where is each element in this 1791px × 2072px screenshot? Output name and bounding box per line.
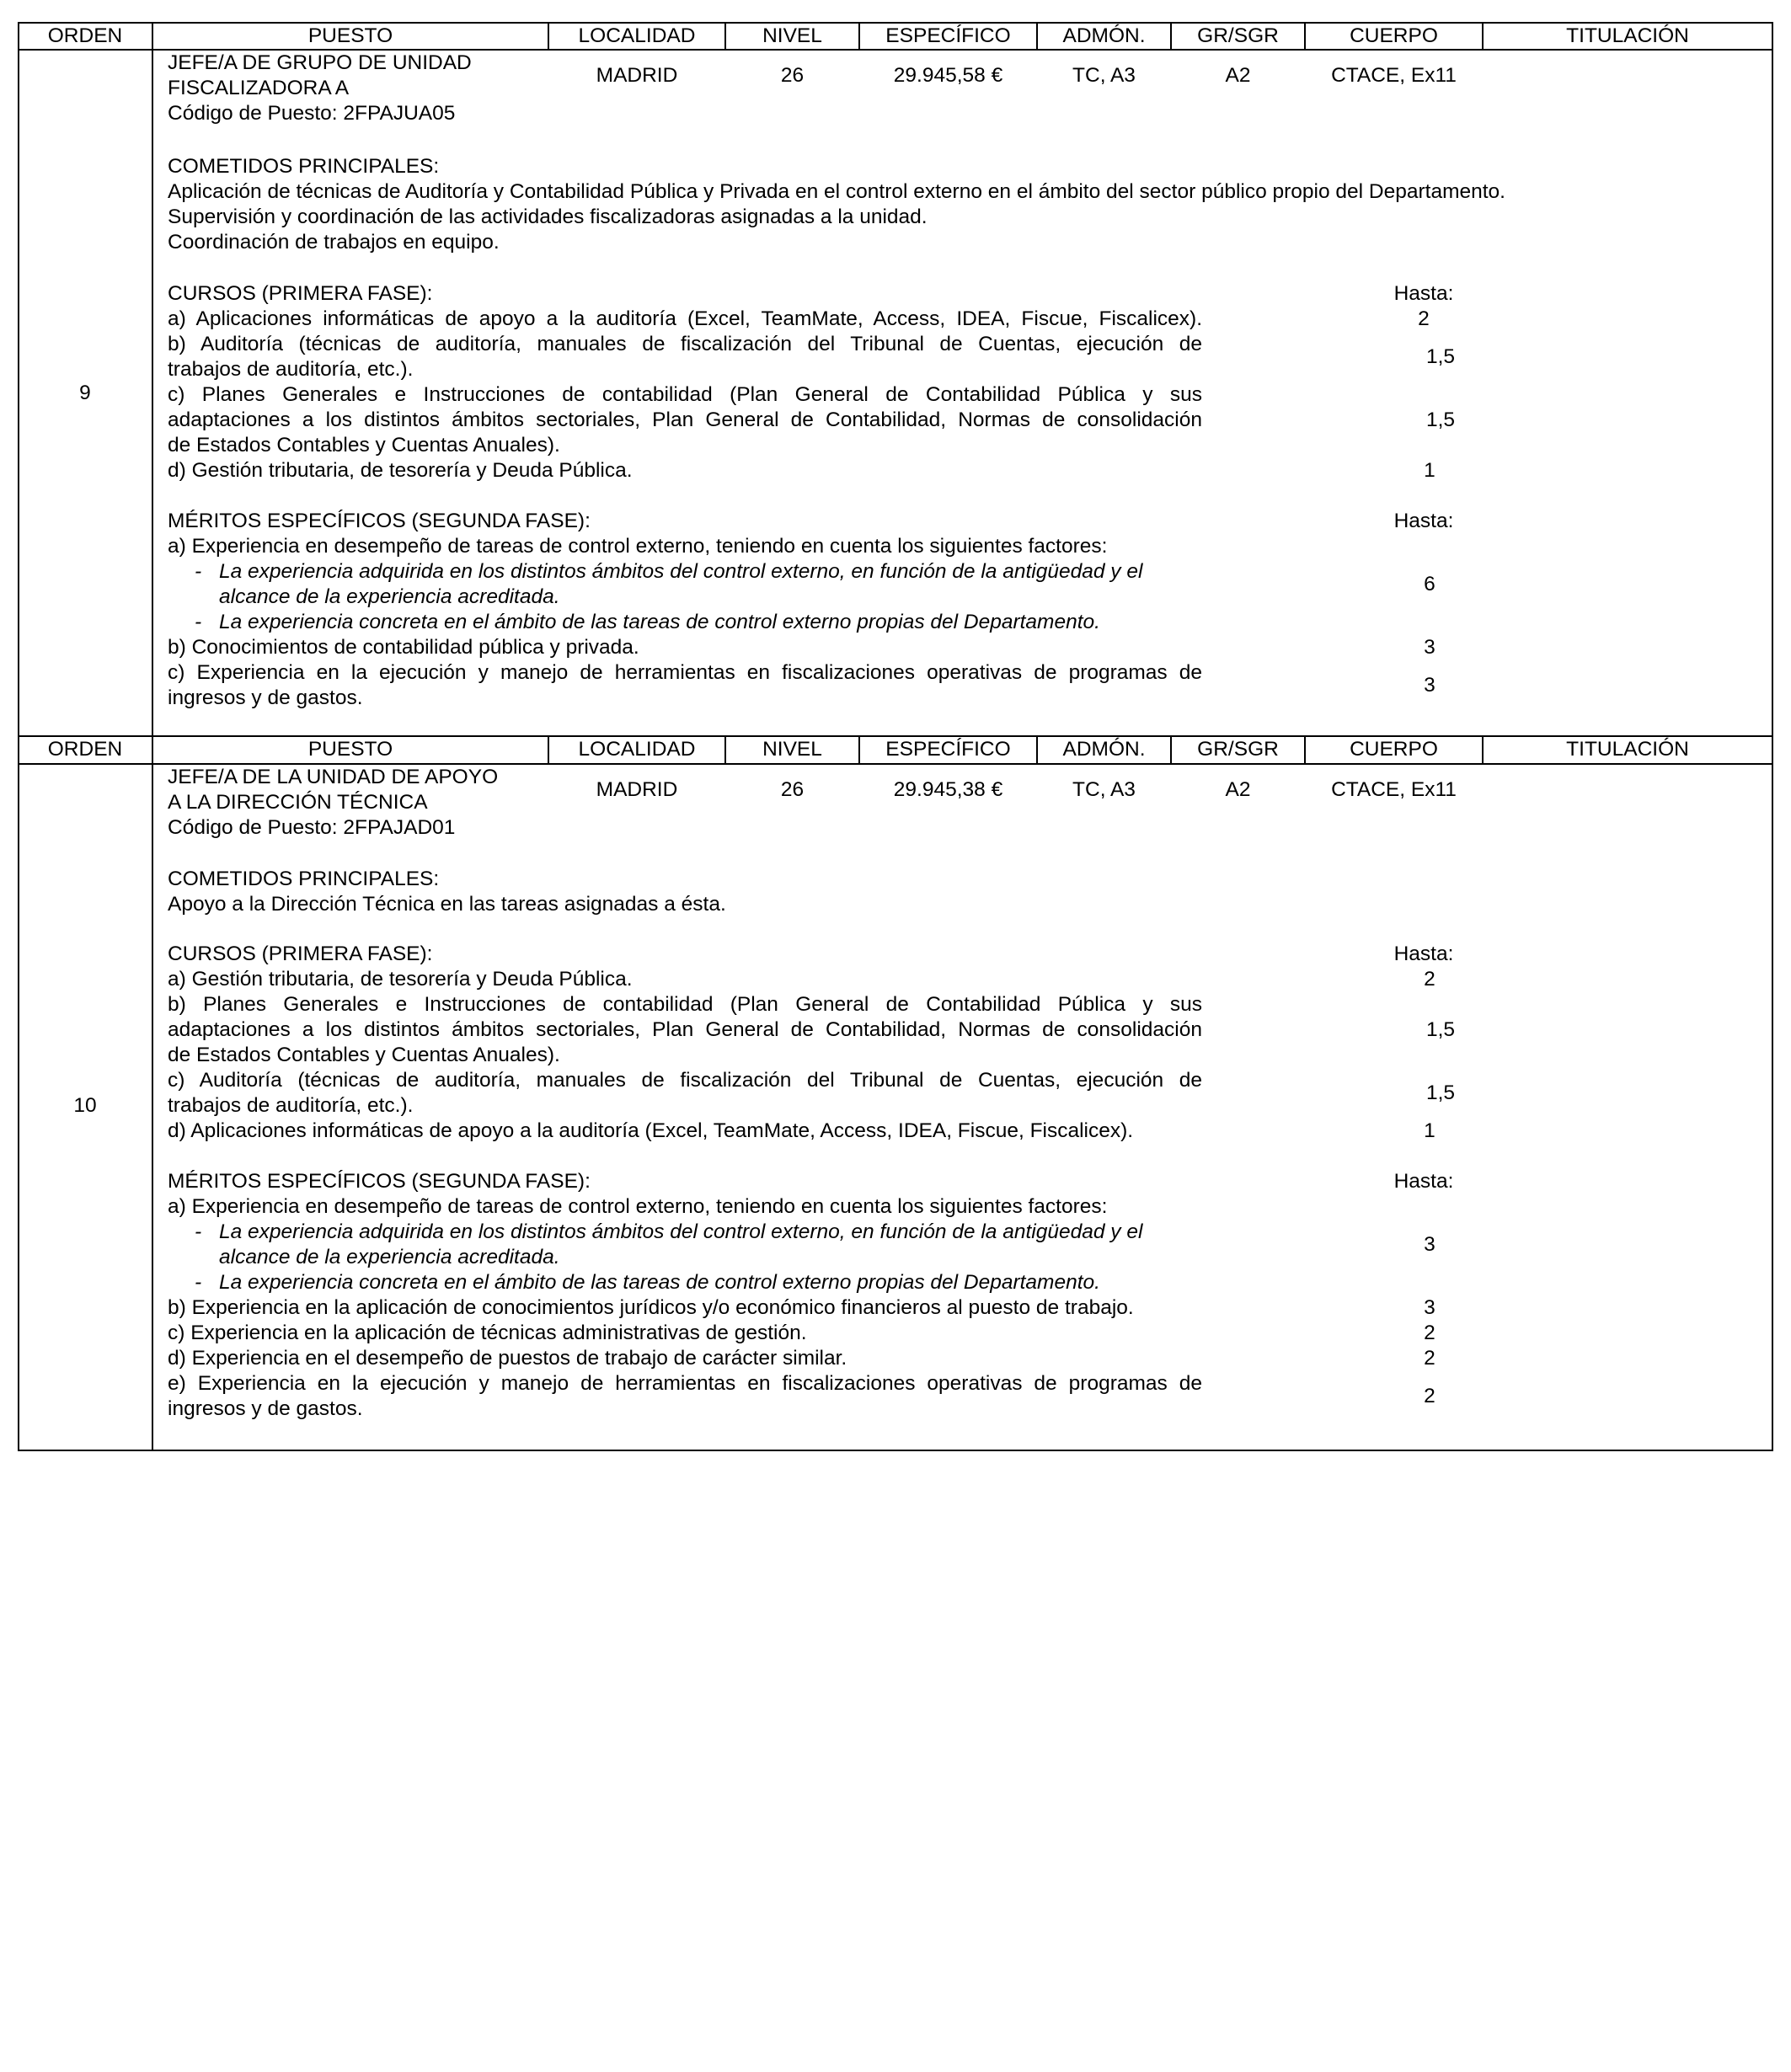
- header-localidad: LOCALIDAD: [578, 24, 696, 47]
- merito-item: c) Experiencia en la aplicación de técnicas administrativas de gestión.: [168, 1322, 807, 1344]
- merito-item: a) Experiencia en desempeño de tareas de control externo, teniendo en cuenta los siguientes factores:: [168, 1195, 1108, 1218]
- header-gr-sgr: GR/SGR: [1197, 738, 1279, 761]
- merito-item: d) Experiencia en el desempeño de puestos de trabajo de carácter similar.: [168, 1347, 847, 1370]
- orden-number: 10: [73, 1094, 97, 1117]
- gr-sgr-value: A2: [1225, 778, 1251, 801]
- header-nivel: NIVEL: [762, 738, 822, 761]
- curso-item: c) Auditoría (técnicas de auditoría, manuales de fiscalización del Tribunal de Cuentas, ejecución de: [168, 1069, 1202, 1092]
- merito-subitem: alcance de la experiencia acreditada.: [219, 1246, 560, 1268]
- cursos-heading: CURSOS (PRIMERA FASE):: [168, 282, 433, 305]
- puesto-title: FISCALIZADORA A: [168, 77, 350, 99]
- merito-points: 2: [1424, 1322, 1435, 1344]
- cometido-item: Aplicación de técnicas de Auditoría y Contabilidad Pública y Privada en el control externo en el ámbito del sector público propio del Departamento.: [168, 180, 1505, 203]
- header-puesto: PUESTO: [307, 738, 393, 761]
- header-puesto: PUESTO: [307, 24, 393, 47]
- curso-item: de Estados Contables y Cuentas Anuales).: [168, 434, 560, 457]
- header-titulacion: TITULACIÓN: [1566, 738, 1689, 761]
- nivel-value: 26: [780, 64, 805, 87]
- merito-item: c) Experiencia en la ejecución y manejo de herramientas en fiscalizaciones operativas de programas de: [168, 661, 1202, 684]
- curso-points: 1,5: [1425, 345, 1456, 368]
- codigo-puesto: Código de Puesto: 2FPAJAD01: [168, 816, 456, 839]
- curso-points: 2: [1424, 968, 1435, 991]
- merito-points: 3: [1424, 636, 1435, 659]
- merito-subitem: La experiencia adquirida en los distintos ámbitos del control externo, en función de la antigüedad y el: [219, 560, 1143, 583]
- merito-subitem: La experiencia concreta en el ámbito de las tareas de control externo propias del Departamento.: [219, 611, 1100, 633]
- merito-item: b) Experiencia en la aplicación de conocimientos jurídicos y/o económico financieros al puesto de trabajo.: [168, 1296, 1134, 1319]
- orden-number: 9: [79, 382, 91, 404]
- hasta-label: Hasta:: [1393, 1170, 1454, 1193]
- curso-points: 1,5: [1425, 1081, 1456, 1104]
- curso-item: d) Gestión tributaria, de tesorería y Deuda Pública.: [168, 459, 633, 482]
- merito-bullet: -: [195, 611, 202, 633]
- cometido-item: Coordinación de trabajos en equipo.: [168, 231, 500, 254]
- curso-item: adaptaciones a los distintos ámbitos sectoriales, Plan General de Contabilidad, Normas de consolidación: [168, 1018, 1202, 1041]
- header-especifico: ESPECÍFICO: [885, 738, 1011, 761]
- header-titulacion: TITULACIÓN: [1566, 24, 1689, 47]
- header-especifico: ESPECÍFICO: [885, 24, 1011, 47]
- merito-points: 3: [1424, 1233, 1435, 1256]
- localidad-value: MADRID: [596, 778, 678, 801]
- curso-points: 2: [1418, 307, 1430, 330]
- curso-item: d) Aplicaciones informáticas de apoyo a la auditoría (Excel, TeamMate, Access, IDEA, Fiscue, Fiscalicex).: [168, 1119, 1134, 1142]
- cuerpo-value: CTACE, Ex11: [1331, 64, 1457, 87]
- curso-points: 1: [1424, 459, 1435, 482]
- curso-item: b) Planes Generales e Instrucciones de contabilidad (Plan General de Contabilidad Pública y sus: [168, 993, 1202, 1016]
- merito-points: 3: [1424, 674, 1435, 697]
- merito-points: 6: [1424, 573, 1435, 595]
- curso-item: a) Gestión tributaria, de tesorería y Deuda Pública.: [168, 968, 633, 991]
- merito-item: a) Experiencia en desempeño de tareas de control externo, teniendo en cuenta los siguientes factores:: [168, 535, 1108, 558]
- cometidos-heading: COMETIDOS PRINCIPALES:: [168, 868, 440, 890]
- cometido-item: Apoyo a la Dirección Técnica en las tareas asignadas a ésta.: [168, 893, 726, 916]
- cursos-heading: CURSOS (PRIMERA FASE):: [168, 943, 433, 965]
- header-cuerpo: CUERPO: [1350, 24, 1438, 47]
- curso-item: trabajos de auditoría, etc.).: [168, 358, 414, 381]
- hasta-label: Hasta:: [1393, 510, 1454, 532]
- merito-points: 2: [1424, 1347, 1435, 1370]
- meritos-heading: MÉRITOS ESPECÍFICOS (SEGUNDA FASE):: [168, 1170, 591, 1193]
- curso-item: b) Auditoría (técnicas de auditoría, manuales de fiscalización del Tribunal de Cuentas, ejecución de: [168, 333, 1202, 355]
- curso-item: c) Planes Generales e Instrucciones de contabilidad (Plan General de Contabilidad Pública y sus: [168, 383, 1202, 406]
- nivel-value: 26: [780, 778, 805, 801]
- merito-bullet: -: [195, 560, 202, 583]
- merito-subitem: La experiencia concreta en el ámbito de las tareas de control externo propias del Departamento.: [219, 1271, 1100, 1294]
- merito-subitem: alcance de la experiencia acreditada.: [219, 585, 560, 608]
- admon-value: TC, A3: [1072, 778, 1136, 801]
- puesto-title: JEFE/A DE GRUPO DE UNIDAD: [168, 51, 472, 74]
- header-cuerpo: CUERPO: [1350, 738, 1438, 761]
- curso-item: adaptaciones a los distintos ámbitos sectoriales, Plan General de Contabilidad, Normas de consolidación: [168, 409, 1202, 431]
- merito-item: e) Experiencia en la ejecución y manejo de herramientas en fiscalizaciones operativas de programas de: [168, 1372, 1202, 1395]
- admon-value: TC, A3: [1072, 64, 1136, 87]
- header-admon: ADMÓN.: [1062, 24, 1146, 47]
- header-gr-sgr: GR/SGR: [1197, 24, 1279, 47]
- header-orden: ORDEN: [47, 24, 123, 47]
- header-orden: ORDEN: [47, 738, 123, 761]
- cometido-item: Supervisión y coordinación de las actividades fiscalizadoras asignadas a la unidad.: [168, 206, 928, 228]
- merito-bullet: -: [195, 1271, 202, 1294]
- especifico-value: 29.945,58 €: [893, 64, 1003, 87]
- meritos-heading: MÉRITOS ESPECÍFICOS (SEGUNDA FASE):: [168, 510, 591, 532]
- header-admon: ADMÓN.: [1062, 738, 1146, 761]
- codigo-puesto: Código de Puesto: 2FPAJUA05: [168, 102, 456, 125]
- table-border-bottom: [18, 1450, 1773, 1451]
- puesto-title: JEFE/A DE LA UNIDAD DE APOYO: [168, 766, 499, 788]
- header-nivel: NIVEL: [762, 24, 822, 47]
- curso-points: 1,5: [1425, 1018, 1456, 1041]
- merito-subitem: La experiencia adquirida en los distintos ámbitos del control externo, en función de la antigüedad y el: [219, 1220, 1143, 1243]
- curso-item: trabajos de auditoría, etc.).: [168, 1094, 414, 1117]
- hasta-label: Hasta:: [1393, 282, 1454, 305]
- merito-item: ingresos y de gastos.: [168, 1397, 363, 1420]
- gr-sgr-value: A2: [1225, 64, 1251, 87]
- curso-points: 1,5: [1425, 409, 1456, 431]
- curso-item: de Estados Contables y Cuentas Anuales).: [168, 1044, 560, 1066]
- curso-points: 1: [1424, 1119, 1435, 1142]
- header-localidad: LOCALIDAD: [578, 738, 696, 761]
- localidad-value: MADRID: [596, 64, 678, 87]
- hasta-label: Hasta:: [1393, 943, 1454, 965]
- puesto-title: A LA DIRECCIÓN TÉCNICA: [168, 791, 428, 814]
- cuerpo-value: CTACE, Ex11: [1331, 778, 1457, 801]
- especifico-value: 29.945,38 €: [893, 778, 1003, 801]
- merito-item: ingresos y de gastos.: [168, 686, 363, 709]
- curso-item: a) Aplicaciones informáticas de apoyo a la auditoría (Excel, TeamMate, Access, IDEA, Fiscue, Fiscalicex).: [168, 307, 1202, 330]
- cometidos-heading: COMETIDOS PRINCIPALES:: [168, 155, 440, 178]
- merito-points: 3: [1424, 1296, 1435, 1319]
- merito-points: 2: [1424, 1385, 1435, 1407]
- merito-bullet: -: [195, 1220, 202, 1243]
- merito-item: b) Conocimientos de contabilidad pública y privada.: [168, 636, 639, 659]
